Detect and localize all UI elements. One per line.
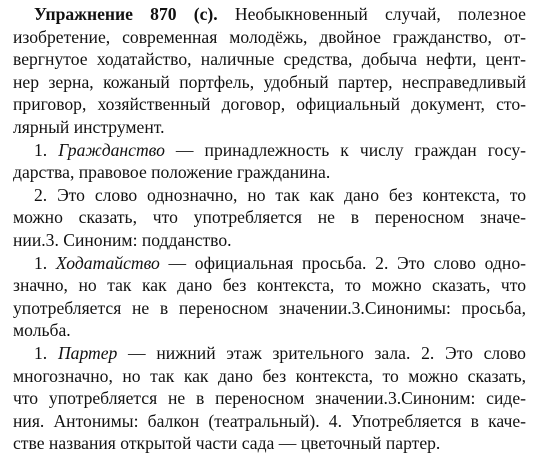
entry-text-line: ния. Антонимы: балкон (театральный). 4. Употребляется в каче-: [13, 410, 526, 431]
entry-text-line: мольба.: [13, 320, 71, 341]
exercise-text-line: вергнутое ходатайство, наличные средства, добыча нефти, цент-: [13, 49, 526, 70]
entry-text: — принадлежность к числу граждан госу-: [164, 139, 526, 160]
exercise-text-line: приговор, хозяйственный договор, официальный документ, сто-: [13, 94, 526, 115]
entry-number: 1.: [34, 139, 48, 160]
entry-number: 1.: [34, 252, 48, 273]
entry-term: Ходатайство: [55, 252, 160, 273]
entry-parter-line: [13, 342, 526, 365]
entry-text: — нижний этаж зрительного зала. 2. Это слово: [117, 342, 526, 363]
entry-text-line: многозначно, но так как дано без контекста, то можно сказать,: [13, 365, 526, 386]
exercise-title: Упражнение 870 (с).: [34, 4, 218, 24]
entry-text-line: что употребляется не в переносном значении.3.Синоним: сиде-: [13, 388, 526, 409]
exercise-text-line: Необыкновенный случай, полезное: [234, 4, 526, 24]
exercise-header-line: [13, 3, 526, 26]
entry-term: Гражданство: [58, 139, 165, 160]
entry-text-line: употребляется не в переносном значении.3.Синонимы: просьба,: [13, 297, 526, 318]
entry-text: — официальная просьба. 2. Это слово одно-: [159, 252, 526, 273]
exercise-text-line: лярный инструмент.: [13, 116, 165, 137]
exercise-text-line: нер зерна, кожаный портфель, удобный партер, несправедливый: [13, 71, 526, 92]
entry-text-line: дарства, правовое положение гражданина.: [13, 162, 331, 183]
exercise-text-line: изобретение, современная молодёжь, двойное гражданство, от-: [13, 26, 526, 47]
entry-text-line: значно, но так как дано без контекста, то можно сказать, что: [13, 275, 526, 296]
entry-number: 1.: [34, 342, 48, 363]
entry-text-line: можно сказать, что употребляется не в переносном значе-: [13, 207, 526, 228]
entry-term: Партер: [57, 342, 118, 363]
entry-text-line: нии.3. Синоним: подданство.: [13, 229, 232, 250]
entry-text-line: 2. Это слово однозначно, но так как дано без контекста, то: [34, 184, 526, 205]
entry-grazhdanstvo-line: [13, 139, 526, 162]
entry-text-line: стве названия открытой части сада — цветочный партер.: [13, 433, 441, 454]
entry-hodataystvo-line: [13, 252, 526, 275]
